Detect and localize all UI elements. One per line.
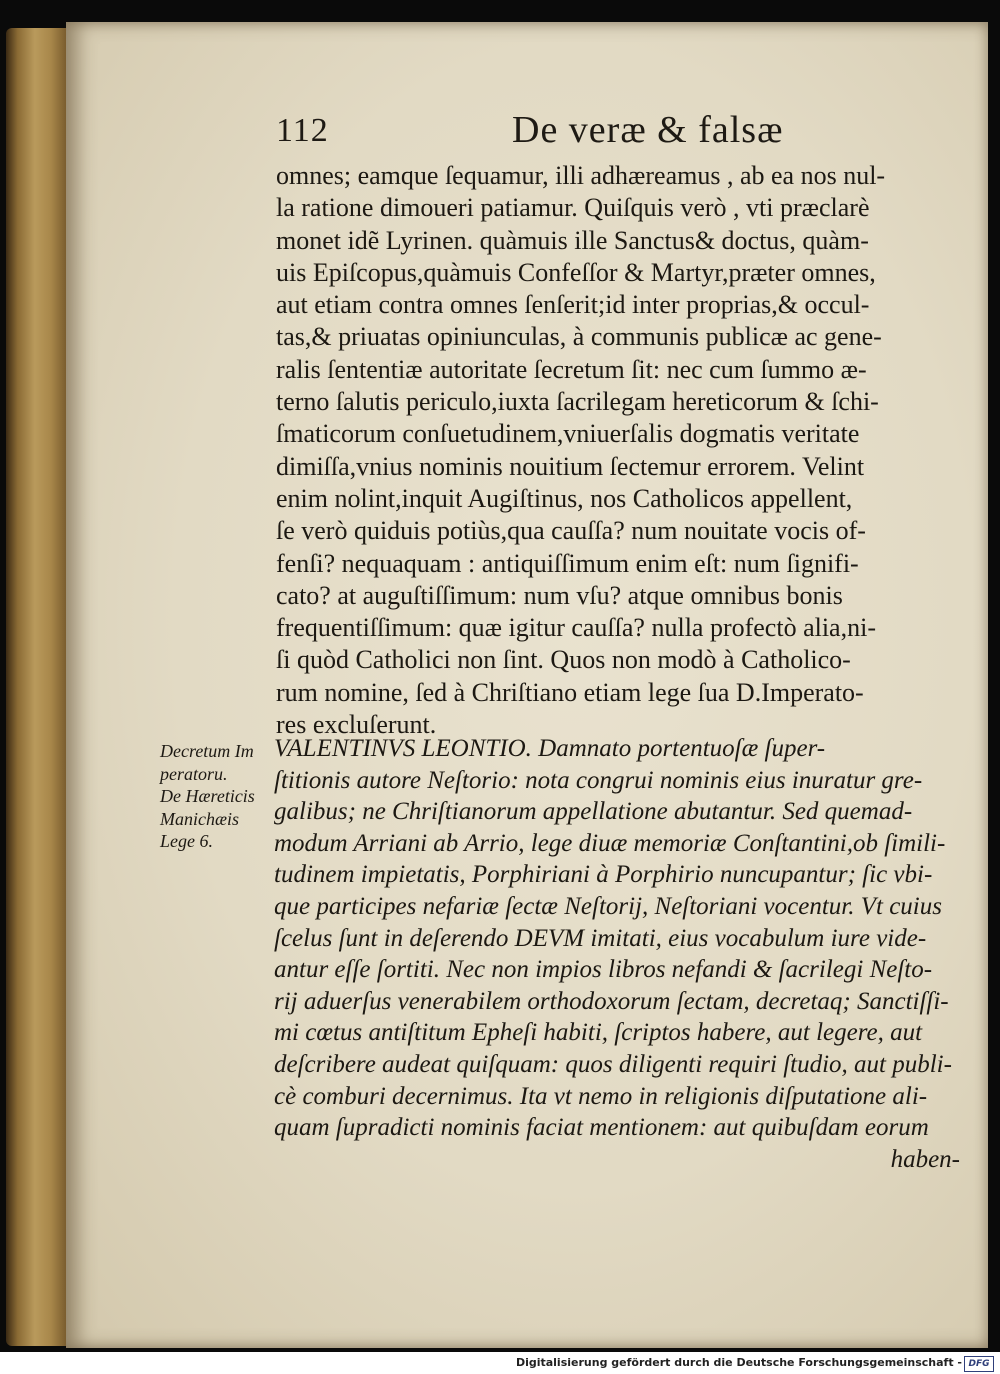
- text-line: uis Epiſcopus,quàmuis Confeſſor & Martyr,præter omnes,: [276, 257, 876, 287]
- marginal-note-line: Lege 6.: [160, 831, 213, 851]
- text-line: aut etiam contra omnes ſenſerit;id inter proprias,& occul-: [276, 290, 870, 320]
- marginal-note: [160, 740, 275, 853]
- quote-line: quam ſupradicti nominis faciat mentionem: aut quibuſdam eorum: [274, 1114, 929, 1142]
- text-line: ſi quòd Catholici non ſint. Quos non modò à Catholico-: [276, 645, 851, 675]
- decree-quote-block: [274, 733, 966, 1175]
- page-header: [276, 108, 916, 160]
- text-line: la ratione dimoueri patiamur. Quiſquis verò , vti præclarè: [276, 193, 870, 223]
- text-line: cato? at auguſtiſſimum: num vſu? atque omnibus bonis: [276, 580, 843, 610]
- funding-notice: Digitalisierung gefördert durch die Deutsche Forschungsgemeinschaft -: [515, 1356, 962, 1369]
- dfg-logo: DFG: [964, 1356, 994, 1372]
- text-line: tas,& priuatas opiniunculas, à communis publicæ ac gene-: [276, 322, 882, 352]
- text-line: ſe verò quiduis potiùs,qua cauſſa? num nouitate vocis of-: [276, 516, 866, 546]
- text-line: dimiſſa,vnius nominis nouitium ſectemur errorem. Velint: [276, 451, 865, 481]
- quote-line: tudinem impietatis, Porphiriani à Porphirio nuncupantur; ſic vbi-: [274, 861, 933, 889]
- footer-bar: [0, 1352, 1000, 1374]
- text-line: monet idẽ Lyrinen. quàmuis ille Sanctus& doctus, quàm-: [276, 225, 869, 255]
- main-text-block: [276, 160, 966, 741]
- catchword: haben-: [890, 1145, 960, 1173]
- quote-line: ſtitionis autore Neſtorio: nota congrui nominis eius inuratur gre-: [274, 766, 923, 794]
- quote-line: VALENTINVS LEONTIO. Damnato portentuoſæ ſuper-: [274, 735, 826, 762]
- quote-line: modum Arriani ab Arrio, lege diuæ memoriæ Conſtantini,ob ſimili-: [274, 829, 946, 857]
- text-line: omnes; eamque ſequamur, illi adhæreamus , ab ea nos nul-: [276, 161, 886, 190]
- quote-line: deſcribere audeat quiſquam: quos diligenti requiri ſtudio, aut publi-: [274, 1050, 952, 1078]
- page-number: 112: [276, 112, 329, 149]
- text-line: rum nomine, ſed à Chriſtiano etiam lege ſua D.Imperato-: [276, 677, 864, 707]
- quote-line: galibus; ne Chriſtianorum appellatione abutantur. Sed quemad-: [274, 798, 913, 826]
- quote-line: rij aduerſus venerabilem orthodoxorum ſectam, decretaq; Sanctiſſi-: [274, 987, 949, 1015]
- quote-line: antur eſſe ſortiti. Nec non impios libros nefandi & ſacrilegi Neſto-: [274, 956, 933, 984]
- quote-line: cè comburi decernimus. Ita vt nemo in religionis diſputatione ali-: [274, 1082, 928, 1110]
- marginal-note-line: peratoru.: [160, 763, 228, 784]
- quote-line: ſcelus ſunt in deſerendo DEVM imitati, eius vocabulum iure vide-: [274, 924, 927, 952]
- text-line: fenſi? nequaquam : antiquiſſimum enim eſt: num ſignifi-: [276, 548, 859, 578]
- text-line: res excluſerunt.: [276, 710, 437, 740]
- marginal-note-line: Decretum Im: [160, 741, 254, 761]
- text-line: frequentiſſimum: quæ igitur cauſſa? nulla profectò alia,ni-: [276, 613, 876, 643]
- quote-line: mi cœtus antiſtitum Epheſi habiti, ſcriptos habere, aut legere, aut: [274, 1019, 923, 1047]
- marginal-note-line: Manichæis: [160, 808, 239, 829]
- text-line: ſmaticorum conſuetudinem,vniuerſalis dogmatis veritate: [276, 419, 860, 449]
- book-page-edges: [6, 28, 70, 1346]
- text-line: enim nolint,inquit Augiſtinus, nos Catholicos appellent,: [276, 483, 853, 513]
- text-line: terno ſalutis periculo,iuxta ſacrilegam hereticorum & ſchi-: [276, 387, 879, 417]
- text-line: ralis ſententiæ autoritate ſecretum ſit: nec cum ſummo æ-: [276, 354, 867, 384]
- running-title: De veræ & falsæ: [512, 109, 784, 151]
- quote-line: que participes nefariæ ſectæ Neſtorij, Neſtoriani vocentur. Vt cuius: [274, 892, 942, 920]
- marginal-note-line: De Hæreticis: [160, 786, 255, 806]
